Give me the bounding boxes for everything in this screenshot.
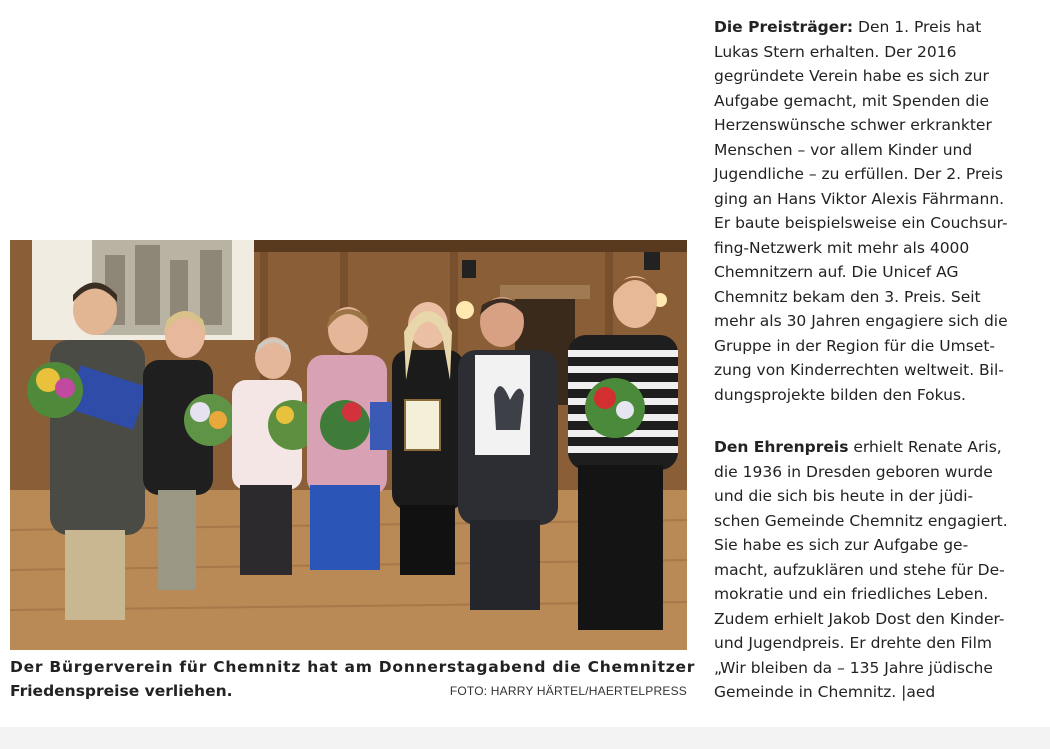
section2-line: Gemeinde in Chemnitz. |aed (714, 683, 936, 701)
section1-line: Jugendliche – zu erfüllen. Der 2. Preis (714, 165, 1003, 183)
section1-first-line (714, 15, 1040, 40)
section2-line: und die sich bis heute in der jüdi- (714, 487, 974, 505)
section1-line: fing-Netzwerk mit mehr als 4000 (714, 238, 970, 257)
section1-line: zung von Kinderrechten weltweit. Bil- (714, 361, 1004, 379)
caption-line-1: Der Bürgerverein für Chemnitz hat am Donnerstagabend die Chemnitzer (10, 658, 696, 676)
section1-line: dungsprojekte bilden den Fokus. (714, 385, 966, 404)
section2-line: die 1936 in Dresden geboren wurde (714, 462, 993, 481)
section2-line: „Wir bleiben da – 135 Jahre jüdische (714, 658, 993, 677)
section1-line: Menschen – vor allem Kinder und (714, 140, 973, 159)
caption-line-2: Friedenspreise verliehen. (10, 682, 233, 700)
article-section-honorary-prize (714, 435, 1040, 705)
section1-line: mehr als 30 Jahren engagiere sich die (714, 312, 1008, 330)
section2-lead: Den Ehrenpreis (714, 438, 849, 456)
photo-illustration (10, 240, 687, 650)
section1-line: gegründete Verein habe es sich zur (714, 67, 989, 85)
section1-line: Chemnitzern auf. Die Unicef AG (714, 263, 959, 281)
photo-credit: FOTO: HARRY HÄRTEL/HAERTELPRESS (449, 684, 687, 698)
section2-line: Sie habe es sich zur Aufgabe ge- (714, 536, 969, 554)
section2-line: schen Gemeinde Chemnitz engagiert. (714, 511, 1008, 530)
section2-line: und Jugendpreis. Er drehte den Film (714, 634, 992, 652)
award-group-photo (10, 240, 687, 650)
section2-line: Zudem erhielt Jakob Dost den Kinder- (714, 609, 1005, 628)
section1-line: Lukas Stern erhalten. Der 2016 (714, 42, 957, 61)
section2-first-line (714, 435, 1040, 460)
section1-line: Er baute beispielsweise ein Couchsur- (714, 214, 1008, 232)
section1-line: Aufgabe gemacht, mit Spenden die (714, 91, 990, 110)
section2-line: macht, aufzuklären und stehe für De- (714, 560, 1005, 579)
section2-line: mokratie und ein friedliches Leben. (714, 585, 989, 603)
section2-line: erhielt Renate Aris, (848, 438, 1002, 456)
page-bottom-strip (0, 727, 1050, 749)
section1-line: Herzenswünsche schwer erkrankter (714, 116, 992, 134)
article-section-prizewinners (714, 15, 1040, 407)
section1-line: Chemnitz bekam den 3. Preis. Seit (714, 287, 981, 306)
section1-line: ging an Hans Viktor Alexis Fährmann. (714, 189, 1005, 208)
section1-line: Gruppe in der Region für die Umset- (714, 336, 995, 355)
section1-lead: Die Preisträger: (714, 18, 854, 36)
section1-line: Den 1. Preis hat (853, 18, 982, 36)
